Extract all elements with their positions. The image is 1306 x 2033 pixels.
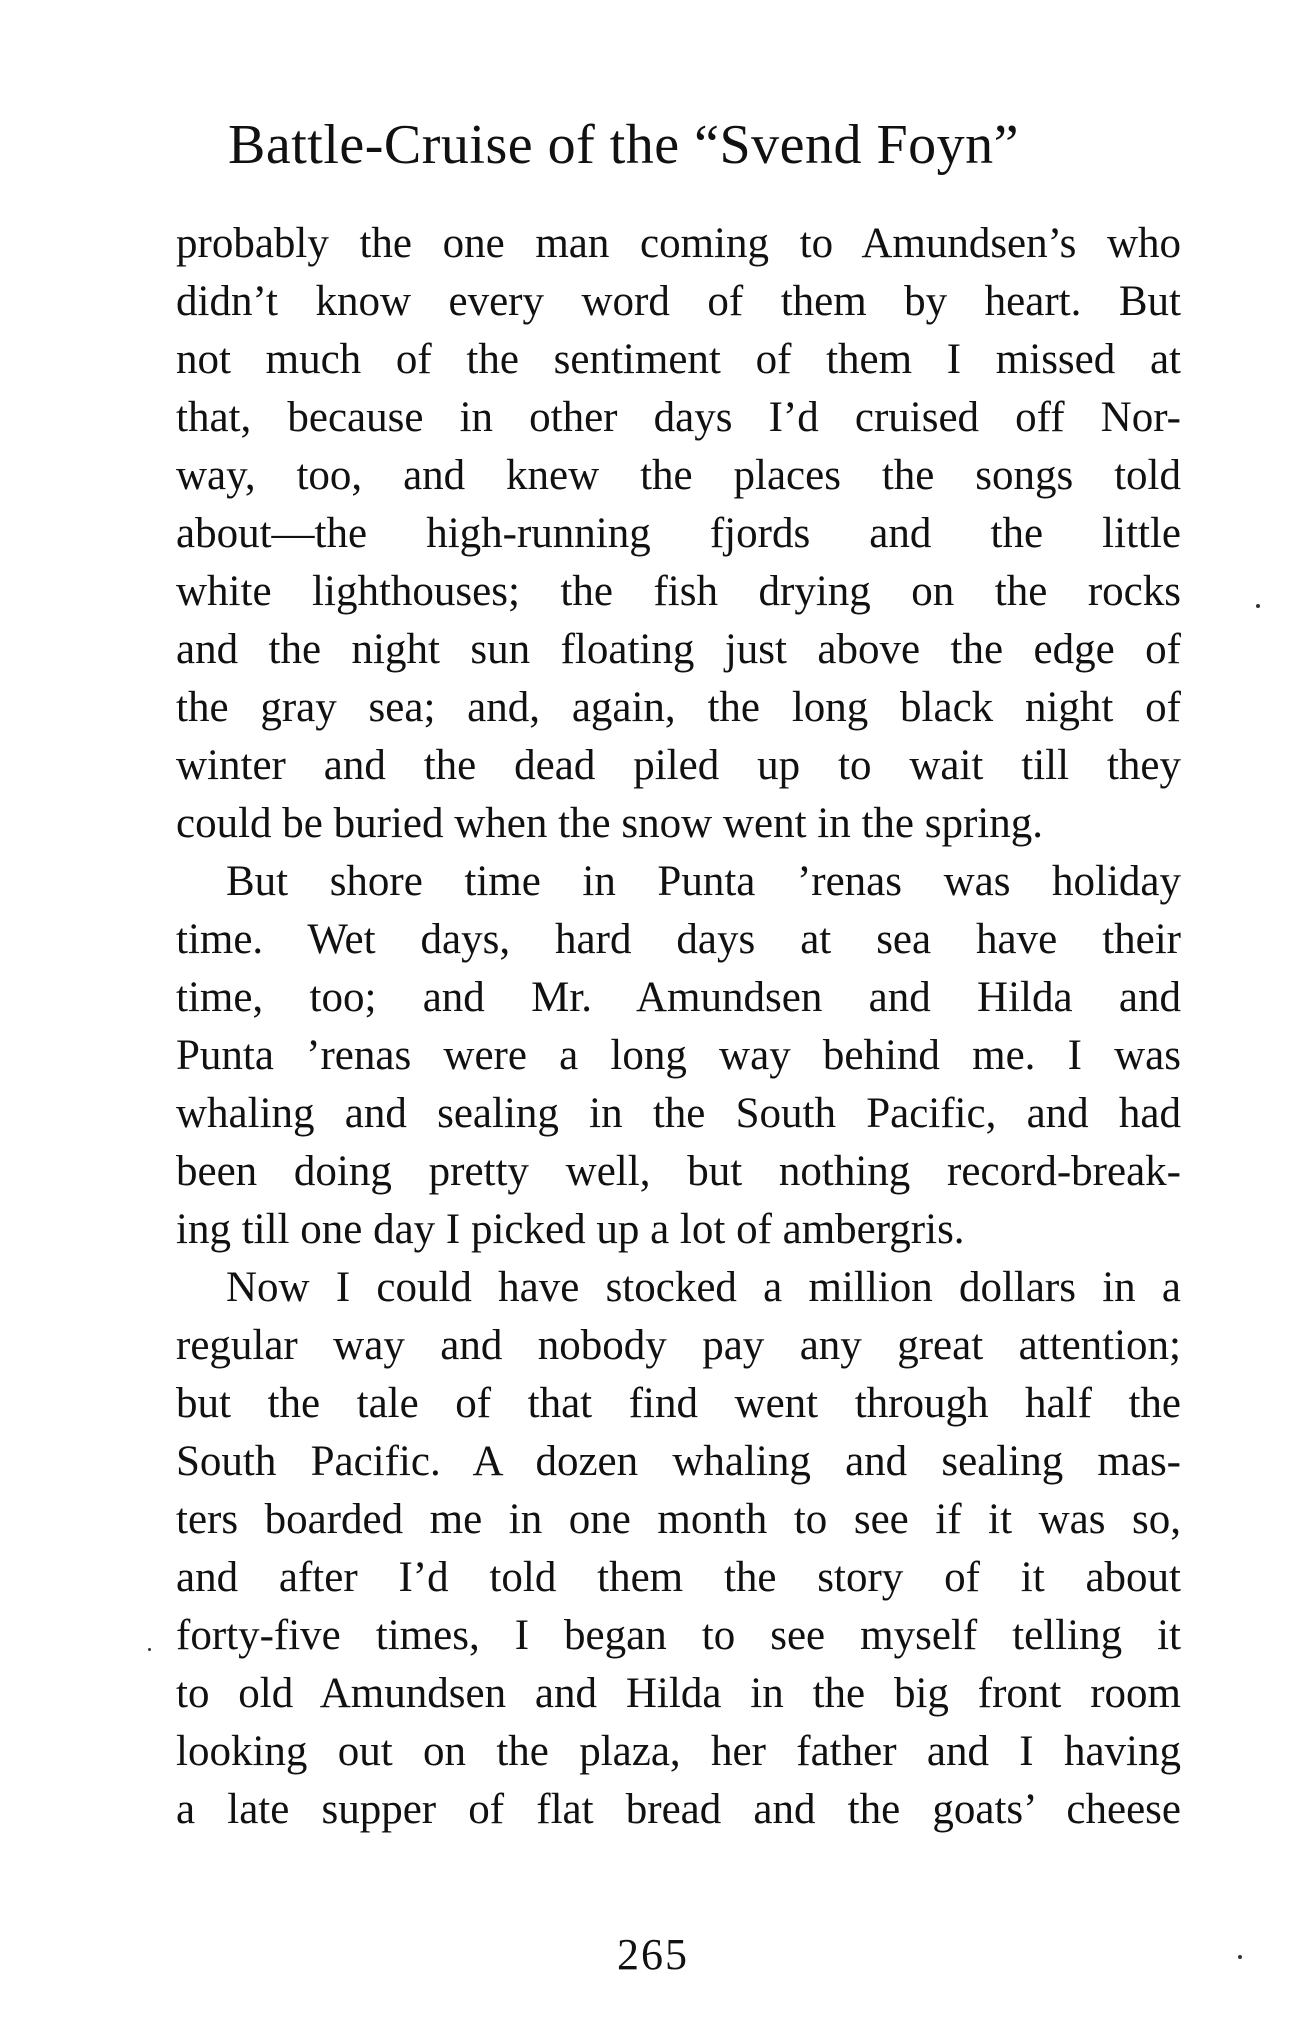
text-line: about—the high-running fjords and the little (176, 510, 1181, 557)
text-line: didn’t know every word of them by heart. But (176, 278, 1181, 325)
text-line: white lighthouses; the fish drying on the rocks (176, 568, 1181, 615)
paragraph (176, 853, 1181, 1259)
text-line: a late supper of flat bread and the goats’ cheese (176, 1786, 1181, 1833)
paragraph (176, 215, 1181, 853)
text-line: not much of the sentiment of them I missed at (176, 336, 1181, 383)
paragraph (176, 1259, 1181, 1839)
text-line: and after I’d told them the story of it about (176, 1554, 1181, 1601)
text-line: been doing pretty well, but nothing record-break- (176, 1148, 1181, 1195)
text-line: winter and the dead piled up to wait till they (176, 742, 1181, 789)
scan-speck (148, 1648, 151, 1651)
text-line: way, too, and knew the places the songs told (176, 452, 1181, 499)
text-line: time. Wet days, hard days at sea have their (176, 916, 1181, 963)
page-number: 265 (617, 1930, 689, 1979)
text-line: South Pacific. A dozen whaling and sealing mas- (176, 1438, 1181, 1485)
body-text (176, 215, 1181, 1839)
text-line: But shore time in Punta ’renas was holiday (226, 858, 1181, 905)
text-line: that, because in other days I’d cruised off Nor- (176, 394, 1181, 441)
text-line: ters boarded me in one month to see if it was so, (176, 1496, 1181, 1543)
running-head: Battle-Cruise of the “Svend Foyn” (228, 114, 1020, 176)
text-line: to old Amundsen and Hilda in the big front room (176, 1670, 1181, 1717)
text-line: but the tale of that find went through half the (176, 1380, 1181, 1427)
text-line: looking out on the plaza, her father and I having (176, 1728, 1181, 1775)
text-line: could be buried when the snow went in the spring. (176, 800, 1043, 847)
text-line: Now I could have stocked a million dollars in a (226, 1264, 1181, 1311)
text-line: probably the one man coming to Amundsen’s who (176, 220, 1181, 267)
text-line: time, too; and Mr. Amundsen and Hilda and (176, 974, 1181, 1021)
text-line: whaling and sealing in the South Pacific, and had (176, 1090, 1181, 1137)
text-line: regular way and nobody pay any great attention; (176, 1322, 1181, 1369)
scan-speck (1238, 1955, 1242, 1959)
text-line: Punta ’renas were a long way behind me. I was (176, 1032, 1181, 1079)
text-line: forty-five times, I began to see myself telling it (176, 1612, 1181, 1659)
text-line: and the night sun floating just above the edge of (176, 626, 1181, 673)
text-line: the gray sea; and, again, the long black night of (176, 684, 1181, 731)
text-line: ing till one day I picked up a lot of ambergris. (176, 1206, 965, 1253)
scan-speck (1256, 604, 1260, 608)
